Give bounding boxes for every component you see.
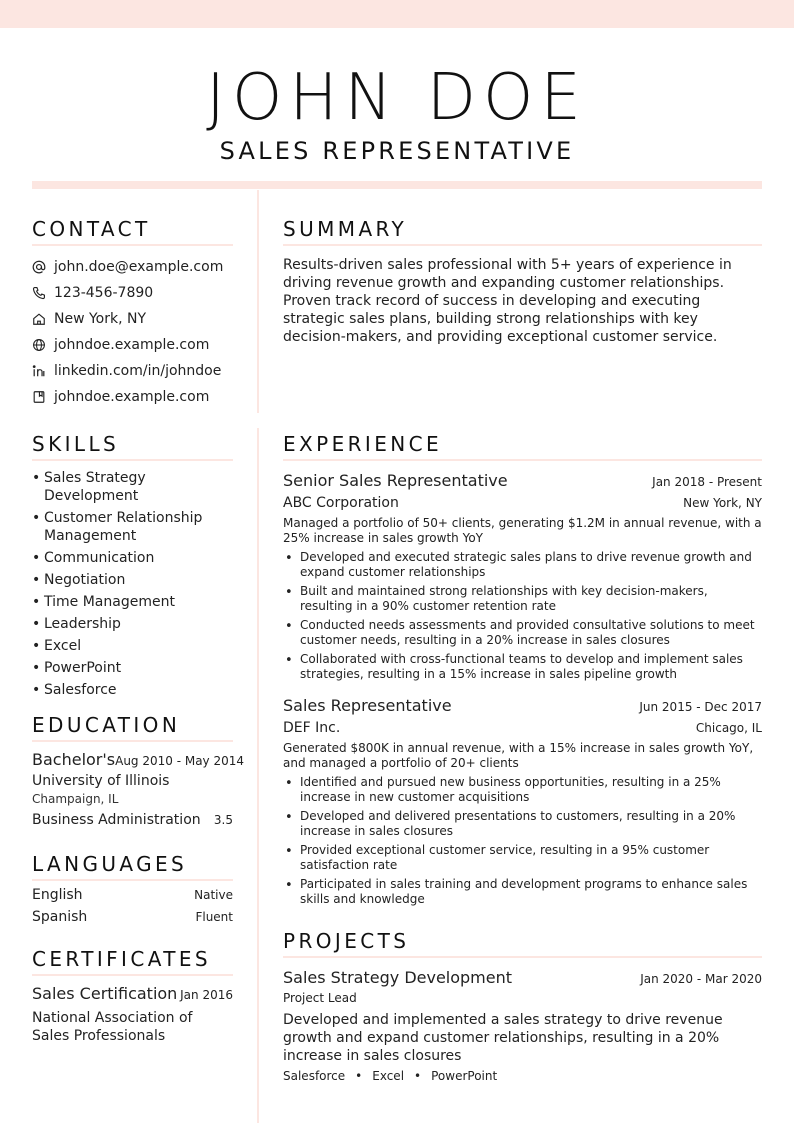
job-bullet: • Conducted needs assessments and provided consultative solutions to meet customer needs, resulting in a 20% increase in sales closures — [283, 618, 762, 648]
job-location: New York, NY — [683, 496, 762, 510]
projects-heading: PROJECTS — [283, 928, 762, 958]
certificate-issuer: National Association of Sales Professionals — [32, 1010, 193, 1044]
job-bullet: • Participated in sales training and development programs to enhance sales skills and knowledge — [283, 877, 762, 907]
job-company: ABC Corporation — [283, 495, 399, 511]
project-title: Sales Strategy Development — [283, 968, 513, 987]
contact-phone-text: 123-456-7890 — [54, 285, 154, 301]
skill-item: • Excel — [32, 637, 233, 655]
project-tools — [283, 1069, 762, 1083]
contact-section — [32, 216, 233, 410]
experience-section — [283, 431, 762, 911]
tool-separator: • — [414, 1069, 422, 1083]
at-icon — [32, 260, 46, 274]
contact-email[interactable] — [32, 254, 233, 280]
job-entry — [283, 471, 762, 682]
education-gpa: 3.5 — [213, 813, 233, 827]
job-bullet: • Developed and delivered presentations to customers, resulting in a 20% increase in sales closures — [283, 809, 762, 839]
job-bullet-list — [283, 550, 762, 682]
job-description: Managed a portfolio of 50+ clients, generating $1.2M in annual revenue, with a 25% increase in sales growth YoY — [283, 516, 762, 545]
language-row — [32, 887, 233, 909]
education-dates: Aug 2010 - May 2014 — [115, 754, 245, 768]
phone-icon — [32, 286, 46, 300]
job-title: Sales Representative — [283, 696, 452, 715]
job-bullet: • Developed and executed strategic sales plans to drive revenue growth and expand customer relationships — [283, 550, 762, 580]
skills-section — [32, 431, 233, 703]
skill-item: • Sales Strategy Development — [32, 469, 233, 505]
language-row — [32, 909, 233, 931]
column-divider-bottom — [257, 428, 259, 1123]
certificates-heading: CERTIFICATES — [32, 946, 233, 976]
education-section — [32, 712, 245, 828]
candidate-title: SALES REPRESENTATIVE — [219, 137, 575, 165]
contact-heading: CONTACT — [32, 216, 233, 246]
contact-portfolio-text: johndoe.example.com — [54, 389, 210, 405]
job-dates: Jan 2018 - Present — [652, 475, 762, 489]
education-location: Champaign, IL — [32, 792, 119, 806]
skill-item: • Customer Relationship Management — [32, 509, 233, 545]
language-name: English — [32, 887, 83, 903]
skill-item: • Time Management — [32, 593, 233, 611]
tool-separator: • — [355, 1069, 363, 1083]
portfolio-icon — [32, 390, 46, 404]
skills-heading: SKILLS — [32, 431, 233, 461]
contact-linkedin[interactable] — [32, 358, 233, 384]
top-accent-band — [0, 0, 794, 28]
job-description: Generated $800K in annual revenue, with a 15% increase in sales growth YoY, and managed a portfolio of 20+ clients — [283, 741, 754, 770]
linkedin-icon — [32, 364, 46, 378]
project-tool: PowerPoint — [431, 1069, 498, 1083]
candidate-name: JOHN DOE — [206, 61, 588, 135]
project-role: Project Lead — [283, 991, 357, 1005]
job-bullet: • Built and maintained strong relationships with key decision-makers, resulting in a 90% customer retention rate — [283, 584, 762, 614]
column-divider-top — [257, 190, 259, 413]
globe-icon — [32, 338, 46, 352]
contact-location — [32, 306, 233, 332]
skill-item: • Leadership — [32, 615, 233, 633]
contact-email-text: john.doe@example.com — [54, 259, 224, 275]
job-company: DEF Inc. — [283, 720, 341, 736]
contact-website[interactable] — [32, 332, 233, 358]
header-divider — [32, 181, 762, 189]
skill-item: • Salesforce — [32, 681, 233, 699]
skills-list — [32, 469, 233, 699]
contact-portfolio[interactable] — [32, 384, 233, 410]
project-dates: Jan 2020 - Mar 2020 — [640, 972, 762, 986]
job-title: Senior Sales Representative — [283, 471, 508, 490]
contact-linkedin-text: linkedin.com/in/johndoe — [54, 363, 222, 379]
summary-section — [283, 216, 762, 346]
skill-item: • PowerPoint — [32, 659, 233, 677]
job-bullet: • Collaborated with cross-functional teams to develop and implement sales strategies, resulting in a 15% increase in sales pipeline growth — [283, 652, 762, 682]
language-name: Spanish — [32, 909, 88, 925]
home-icon — [32, 312, 46, 326]
education-school: University of Illinois — [32, 773, 170, 789]
project-tool: Excel — [372, 1069, 405, 1083]
project-description: Developed and implemented a sales strategy to drive revenue growth and expand customer relationships, resulting in a 20% increase in sales closures — [283, 1012, 723, 1064]
job-entry — [283, 696, 762, 907]
education-heading: EDUCATION — [32, 712, 233, 742]
job-bullet: • Provided exceptional customer service, resulting in a 95% customer satisfaction rate — [283, 843, 762, 873]
language-level: Native — [194, 888, 233, 902]
projects-section — [283, 928, 762, 1083]
project-tool: Salesforce — [283, 1069, 346, 1083]
skill-item: • Communication — [32, 549, 233, 567]
languages-heading: LANGUAGES — [32, 851, 233, 881]
languages-section — [32, 851, 233, 931]
contact-phone[interactable] — [32, 280, 233, 306]
certificates-section — [32, 946, 233, 1045]
resume-header — [0, 62, 794, 166]
job-bullet-list — [283, 775, 762, 907]
job-location: Chicago, IL — [695, 721, 762, 735]
skill-item: • Negotiation — [32, 571, 233, 589]
language-level: Fluent — [195, 910, 233, 924]
contact-location-text: New York, NY — [54, 311, 147, 327]
education-field: Business Administration — [32, 812, 201, 828]
summary-text: Results-driven sales professional with 5+ years of experience in driving revenue growth and expanding customer relationships. Proven track record of success in developing and executing strategic sales plans, building strong relationships with key decision-makers, and providing exceptional customer service. — [283, 257, 732, 345]
contact-website-text: johndoe.example.com — [54, 337, 210, 353]
job-bullet: • Identified and pursued new business opportunities, resulting in a 25% increase in new customer acquisitions — [283, 775, 762, 805]
job-dates: Jun 2015 - Dec 2017 — [639, 700, 762, 714]
certificate-name: Sales Certification — [32, 984, 178, 1003]
certificate-date: Jan 2016 — [180, 988, 233, 1002]
experience-heading: EXPERIENCE — [283, 431, 762, 461]
education-degree: Bachelor's — [32, 750, 116, 769]
summary-heading: SUMMARY — [283, 216, 762, 246]
